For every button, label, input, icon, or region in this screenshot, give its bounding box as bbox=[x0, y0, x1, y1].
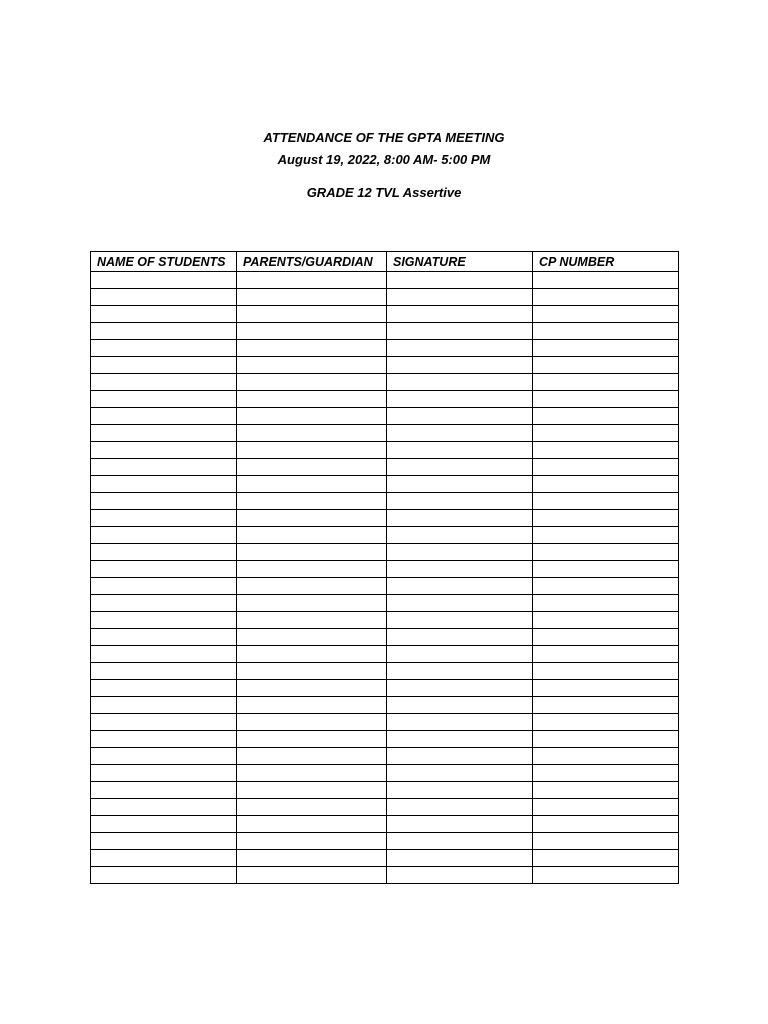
cell-signature bbox=[387, 357, 533, 374]
cell-student-name bbox=[91, 544, 237, 561]
cell-signature bbox=[387, 595, 533, 612]
cell-student-name bbox=[91, 306, 237, 323]
cell-student-name bbox=[91, 833, 237, 850]
cell-signature bbox=[387, 425, 533, 442]
cell-student-name bbox=[91, 680, 237, 697]
cell-cp-number bbox=[533, 323, 679, 340]
cell-cp-number bbox=[533, 374, 679, 391]
cell-student-name bbox=[91, 561, 237, 578]
column-header-students: NAME OF STUDENTS bbox=[91, 252, 237, 272]
cell-parent-guardian bbox=[237, 680, 387, 697]
cell-signature bbox=[387, 374, 533, 391]
title-line-1: ATTENDANCE OF THE GPTA MEETING bbox=[263, 130, 505, 145]
cell-student-name bbox=[91, 578, 237, 595]
cell-signature bbox=[387, 561, 533, 578]
cell-student-name bbox=[91, 731, 237, 748]
cell-cp-number bbox=[533, 646, 679, 663]
cell-parent-guardian bbox=[237, 442, 387, 459]
table-row bbox=[91, 629, 679, 646]
table-row bbox=[91, 782, 679, 799]
cell-signature bbox=[387, 714, 533, 731]
table-row bbox=[91, 289, 679, 306]
title-line-2: August 19, 2022, 8:00 AM- 5:00 PM bbox=[277, 152, 491, 167]
table-header bbox=[91, 252, 679, 272]
cell-parent-guardian bbox=[237, 782, 387, 799]
cell-parent-guardian bbox=[237, 731, 387, 748]
cell-signature bbox=[387, 544, 533, 561]
cell-parent-guardian bbox=[237, 595, 387, 612]
table-row bbox=[91, 646, 679, 663]
table-row bbox=[91, 425, 679, 442]
cell-signature bbox=[387, 646, 533, 663]
cell-student-name bbox=[91, 289, 237, 306]
cell-cp-number bbox=[533, 340, 679, 357]
table-row bbox=[91, 680, 679, 697]
cell-signature bbox=[387, 697, 533, 714]
cell-parent-guardian bbox=[237, 816, 387, 833]
table-row bbox=[91, 561, 679, 578]
cell-parent-guardian bbox=[237, 357, 387, 374]
cell-cp-number bbox=[533, 391, 679, 408]
cell-signature bbox=[387, 799, 533, 816]
table-row bbox=[91, 612, 679, 629]
cell-student-name bbox=[91, 493, 237, 510]
table-row bbox=[91, 816, 679, 833]
table-row bbox=[91, 714, 679, 731]
cell-cp-number bbox=[533, 578, 679, 595]
cell-signature bbox=[387, 833, 533, 850]
column-header-signature: SIGNATURE bbox=[387, 252, 533, 272]
cell-student-name bbox=[91, 595, 237, 612]
table-row bbox=[91, 663, 679, 680]
cell-cp-number bbox=[533, 731, 679, 748]
cell-signature bbox=[387, 765, 533, 782]
cell-student-name bbox=[91, 357, 237, 374]
cell-student-name bbox=[91, 850, 237, 867]
cell-cp-number bbox=[533, 306, 679, 323]
cell-cp-number bbox=[533, 459, 679, 476]
cell-parent-guardian bbox=[237, 323, 387, 340]
cell-cp-number bbox=[533, 408, 679, 425]
cell-student-name bbox=[91, 816, 237, 833]
cell-cp-number bbox=[533, 850, 679, 867]
cell-parent-guardian bbox=[237, 578, 387, 595]
cell-cp-number bbox=[533, 680, 679, 697]
table-row bbox=[91, 850, 679, 867]
cell-signature bbox=[387, 289, 533, 306]
cell-student-name bbox=[91, 748, 237, 765]
cell-student-name bbox=[91, 629, 237, 646]
cell-student-name bbox=[91, 714, 237, 731]
cell-parent-guardian bbox=[237, 527, 387, 544]
table-row bbox=[91, 272, 679, 289]
cell-cp-number bbox=[533, 629, 679, 646]
table-row bbox=[91, 595, 679, 612]
cell-cp-number bbox=[533, 510, 679, 527]
cell-parent-guardian bbox=[237, 510, 387, 527]
cell-parent-guardian bbox=[237, 765, 387, 782]
header-row bbox=[91, 252, 679, 272]
cell-student-name bbox=[91, 476, 237, 493]
column-header-parents: PARENTS/GUARDIAN bbox=[237, 252, 387, 272]
table-row bbox=[91, 765, 679, 782]
cell-student-name bbox=[91, 663, 237, 680]
cell-cp-number bbox=[533, 357, 679, 374]
cell-cp-number bbox=[533, 782, 679, 799]
cell-parent-guardian bbox=[237, 476, 387, 493]
cell-parent-guardian bbox=[237, 289, 387, 306]
cell-student-name bbox=[91, 612, 237, 629]
cell-signature bbox=[387, 782, 533, 799]
cell-cp-number bbox=[533, 289, 679, 306]
cell-cp-number bbox=[533, 425, 679, 442]
table-row bbox=[91, 391, 679, 408]
cell-student-name bbox=[91, 867, 237, 884]
cell-parent-guardian bbox=[237, 714, 387, 731]
cell-parent-guardian bbox=[237, 663, 387, 680]
cell-parent-guardian bbox=[237, 391, 387, 408]
cell-signature bbox=[387, 510, 533, 527]
cell-signature bbox=[387, 612, 533, 629]
cell-signature bbox=[387, 391, 533, 408]
cell-student-name bbox=[91, 272, 237, 289]
cell-student-name bbox=[91, 374, 237, 391]
table-row bbox=[91, 697, 679, 714]
cell-signature bbox=[387, 850, 533, 867]
table-row bbox=[91, 867, 679, 884]
cell-student-name bbox=[91, 510, 237, 527]
cell-signature bbox=[387, 680, 533, 697]
cell-cp-number bbox=[533, 799, 679, 816]
cell-cp-number bbox=[533, 833, 679, 850]
cell-cp-number bbox=[533, 595, 679, 612]
table-row bbox=[91, 476, 679, 493]
cell-cp-number bbox=[533, 748, 679, 765]
cell-parent-guardian bbox=[237, 561, 387, 578]
column-header-cp-number: CP NUMBER bbox=[533, 252, 679, 272]
table-row bbox=[91, 544, 679, 561]
cell-parent-guardian bbox=[237, 408, 387, 425]
cell-cp-number bbox=[533, 476, 679, 493]
cell-cp-number bbox=[533, 272, 679, 289]
document-title bbox=[0, 127, 768, 171]
cell-parent-guardian bbox=[237, 833, 387, 850]
table-row bbox=[91, 306, 679, 323]
cell-cp-number bbox=[533, 697, 679, 714]
cell-cp-number bbox=[533, 816, 679, 833]
cell-signature bbox=[387, 816, 533, 833]
cell-parent-guardian bbox=[237, 306, 387, 323]
cell-cp-number bbox=[533, 867, 679, 884]
cell-signature bbox=[387, 272, 533, 289]
cell-parent-guardian bbox=[237, 646, 387, 663]
table-row bbox=[91, 578, 679, 595]
cell-parent-guardian bbox=[237, 748, 387, 765]
table-row bbox=[91, 442, 679, 459]
cell-student-name bbox=[91, 408, 237, 425]
cell-student-name bbox=[91, 442, 237, 459]
cell-signature bbox=[387, 578, 533, 595]
cell-signature bbox=[387, 476, 533, 493]
cell-cp-number bbox=[533, 493, 679, 510]
cell-parent-guardian bbox=[237, 850, 387, 867]
table-row bbox=[91, 799, 679, 816]
cell-signature bbox=[387, 867, 533, 884]
cell-signature bbox=[387, 663, 533, 680]
cell-student-name bbox=[91, 425, 237, 442]
cell-signature bbox=[387, 306, 533, 323]
cell-student-name bbox=[91, 391, 237, 408]
cell-signature bbox=[387, 629, 533, 646]
cell-parent-guardian bbox=[237, 459, 387, 476]
cell-parent-guardian bbox=[237, 612, 387, 629]
cell-signature bbox=[387, 731, 533, 748]
cell-parent-guardian bbox=[237, 340, 387, 357]
table-row bbox=[91, 527, 679, 544]
cell-signature bbox=[387, 459, 533, 476]
table-row bbox=[91, 748, 679, 765]
cell-parent-guardian bbox=[237, 544, 387, 561]
cell-student-name bbox=[91, 459, 237, 476]
table-row bbox=[91, 357, 679, 374]
table-row bbox=[91, 459, 679, 476]
table-row bbox=[91, 323, 679, 340]
cell-parent-guardian bbox=[237, 629, 387, 646]
cell-student-name bbox=[91, 799, 237, 816]
cell-signature bbox=[387, 527, 533, 544]
cell-cp-number bbox=[533, 612, 679, 629]
cell-cp-number bbox=[533, 714, 679, 731]
cell-parent-guardian bbox=[237, 697, 387, 714]
cell-student-name bbox=[91, 765, 237, 782]
cell-signature bbox=[387, 323, 533, 340]
table-row bbox=[91, 374, 679, 391]
table-row bbox=[91, 731, 679, 748]
cell-student-name bbox=[91, 323, 237, 340]
cell-parent-guardian bbox=[237, 374, 387, 391]
cell-signature bbox=[387, 340, 533, 357]
cell-cp-number bbox=[533, 442, 679, 459]
cell-student-name bbox=[91, 527, 237, 544]
attendance-table bbox=[90, 251, 679, 884]
cell-student-name bbox=[91, 697, 237, 714]
cell-student-name bbox=[91, 782, 237, 799]
table-row bbox=[91, 340, 679, 357]
cell-signature bbox=[387, 493, 533, 510]
cell-parent-guardian bbox=[237, 425, 387, 442]
table-row bbox=[91, 833, 679, 850]
table-row bbox=[91, 493, 679, 510]
cell-parent-guardian bbox=[237, 493, 387, 510]
cell-student-name bbox=[91, 646, 237, 663]
table-row bbox=[91, 408, 679, 425]
cell-student-name bbox=[91, 340, 237, 357]
cell-signature bbox=[387, 442, 533, 459]
cell-parent-guardian bbox=[237, 799, 387, 816]
table-row bbox=[91, 510, 679, 527]
cell-parent-guardian bbox=[237, 867, 387, 884]
cell-cp-number bbox=[533, 527, 679, 544]
cell-cp-number bbox=[533, 544, 679, 561]
table-body bbox=[91, 272, 679, 884]
cell-cp-number bbox=[533, 663, 679, 680]
cell-cp-number bbox=[533, 561, 679, 578]
section-label: GRADE 12 TVL Assertive bbox=[306, 185, 462, 200]
cell-signature bbox=[387, 748, 533, 765]
cell-parent-guardian bbox=[237, 272, 387, 289]
cell-cp-number bbox=[533, 765, 679, 782]
cell-signature bbox=[387, 408, 533, 425]
